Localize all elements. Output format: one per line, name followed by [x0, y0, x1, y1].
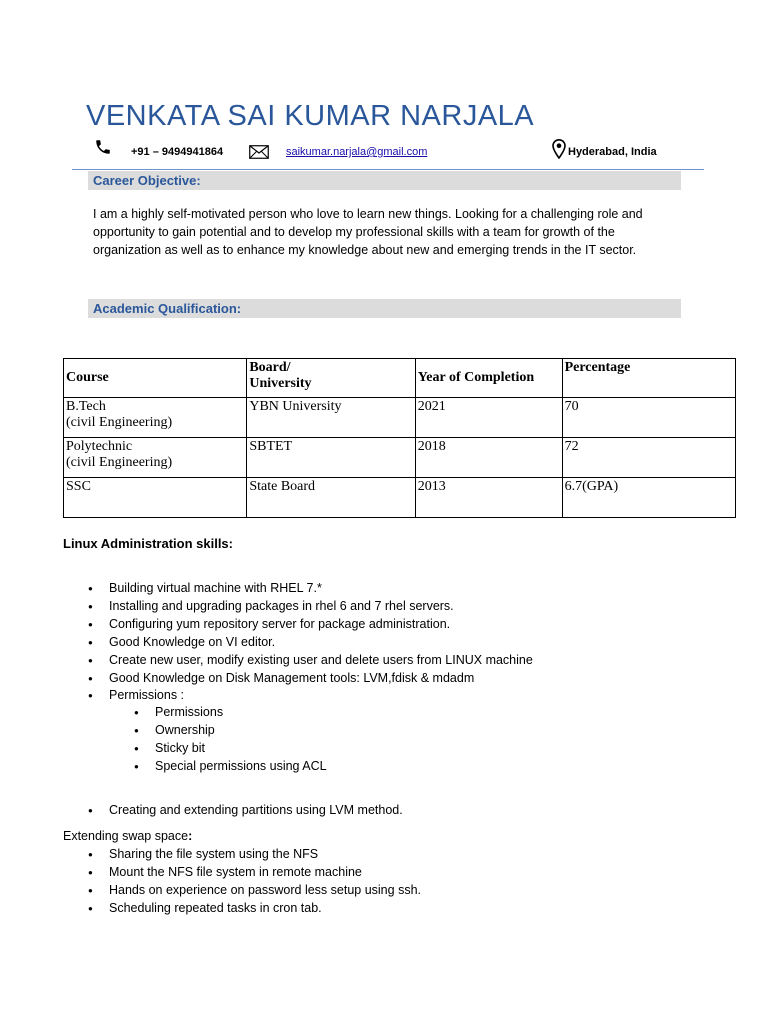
table-cell-board: YBN University — [247, 398, 415, 438]
table-cell-course — [64, 478, 247, 518]
career-objective-text: I am a highly self-motivated person who love to learn new things. Looking for a challenging role and opportunity to gain potential and to develop my professional skills with a team for growth of the organization as well as to enhance my knowledge about new and emerging trends in the IT sector. — [93, 207, 643, 257]
location-text: Hyderabad, India — [568, 146, 657, 158]
course-name: Polytechnic — [66, 439, 133, 454]
phone-number: +91 – 9494941864 — [131, 146, 224, 158]
column-header-board-line1: Board/ — [249, 360, 291, 375]
list-item: ● Permissions : — [109, 687, 533, 705]
table-cell-board: State Board — [247, 478, 415, 518]
list-item: ● Permissions — [155, 704, 327, 722]
list-item: ● Special permissions using ACL — [155, 758, 327, 776]
location-pin-icon — [552, 139, 566, 159]
column-header-board — [247, 359, 415, 398]
table-header-row — [64, 359, 736, 398]
list-item: ● Sharing the file system using the NFS — [109, 846, 421, 864]
list-item: ● Good Knowledge on VI editor. — [109, 634, 533, 652]
column-header-course: Course — [64, 359, 247, 398]
table-cell-percentage: 72 — [562, 438, 735, 478]
list-item: ● Sticky bit — [155, 740, 327, 758]
table-row — [64, 438, 736, 478]
column-header-year: Year of Completion — [415, 359, 562, 398]
lvm-list — [109, 802, 403, 820]
list-item: ● Installing and upgrading packages in rhel 6 and 7 rhel servers. — [109, 598, 533, 616]
linux-skills-list — [109, 580, 533, 705]
table-cell-year: 2018 — [415, 438, 562, 478]
course-name: SSC — [66, 479, 91, 494]
list-item: ● Configuring yum repository server for package administration. — [109, 616, 533, 634]
table-cell-course — [64, 438, 247, 478]
list-item: ● Create new user, modify existing user and delete users from LINUX machine — [109, 652, 533, 670]
table-row — [64, 478, 736, 518]
career-objective-heading: Career Objective: — [88, 171, 681, 190]
column-header-board-line2: University — [249, 376, 312, 391]
table-cell-percentage: 6.7(GPA) — [562, 478, 735, 518]
course-branch: (civil Engineering) — [66, 455, 173, 470]
course-branch: (civil Engineering) — [66, 415, 173, 430]
permissions-sublist — [155, 704, 327, 776]
list-item: ● Scheduling repeated tasks in cron tab. — [109, 900, 421, 918]
header-divider — [72, 169, 704, 170]
table-row — [64, 398, 736, 438]
course-name: B.Tech — [66, 399, 106, 414]
email-link[interactable]: saikumar.narjala@gmail.com — [286, 146, 428, 158]
list-item: ● Ownership — [155, 722, 327, 740]
swap-tasks-list — [109, 846, 421, 918]
column-header-percentage: Percentage — [562, 359, 735, 398]
swap-space-heading-colon: : — [188, 829, 193, 843]
academic-qualification-heading: Academic Qualification: — [88, 299, 681, 318]
mail-icon — [249, 145, 269, 159]
table-cell-year: 2021 — [415, 398, 562, 438]
list-item: ● Mount the NFS file system in remote machine — [109, 864, 421, 882]
table-cell-board: SBTET — [247, 438, 415, 478]
list-item: ● Creating and extending partitions using LVM method. — [109, 802, 403, 820]
list-item: ● Building virtual machine with RHEL 7.* — [109, 580, 533, 598]
linux-skills-heading: Linux Administration skills: — [63, 536, 233, 551]
list-item: ● Hands on experience on password less setup using ssh. — [109, 882, 421, 900]
swap-space-heading-text: Extending swap space — [63, 829, 189, 843]
list-item: ● Good Knowledge on Disk Management tools: LVM,fdisk & mdadm — [109, 670, 533, 688]
swap-space-heading — [63, 829, 192, 843]
candidate-name: VENKATA SAI KUMAR NARJALA — [86, 100, 535, 132]
table-cell-course — [64, 398, 247, 438]
table-cell-percentage: 70 — [562, 398, 735, 438]
qualification-table — [63, 358, 736, 518]
phone-icon — [94, 138, 112, 156]
table-cell-year: 2013 — [415, 478, 562, 518]
